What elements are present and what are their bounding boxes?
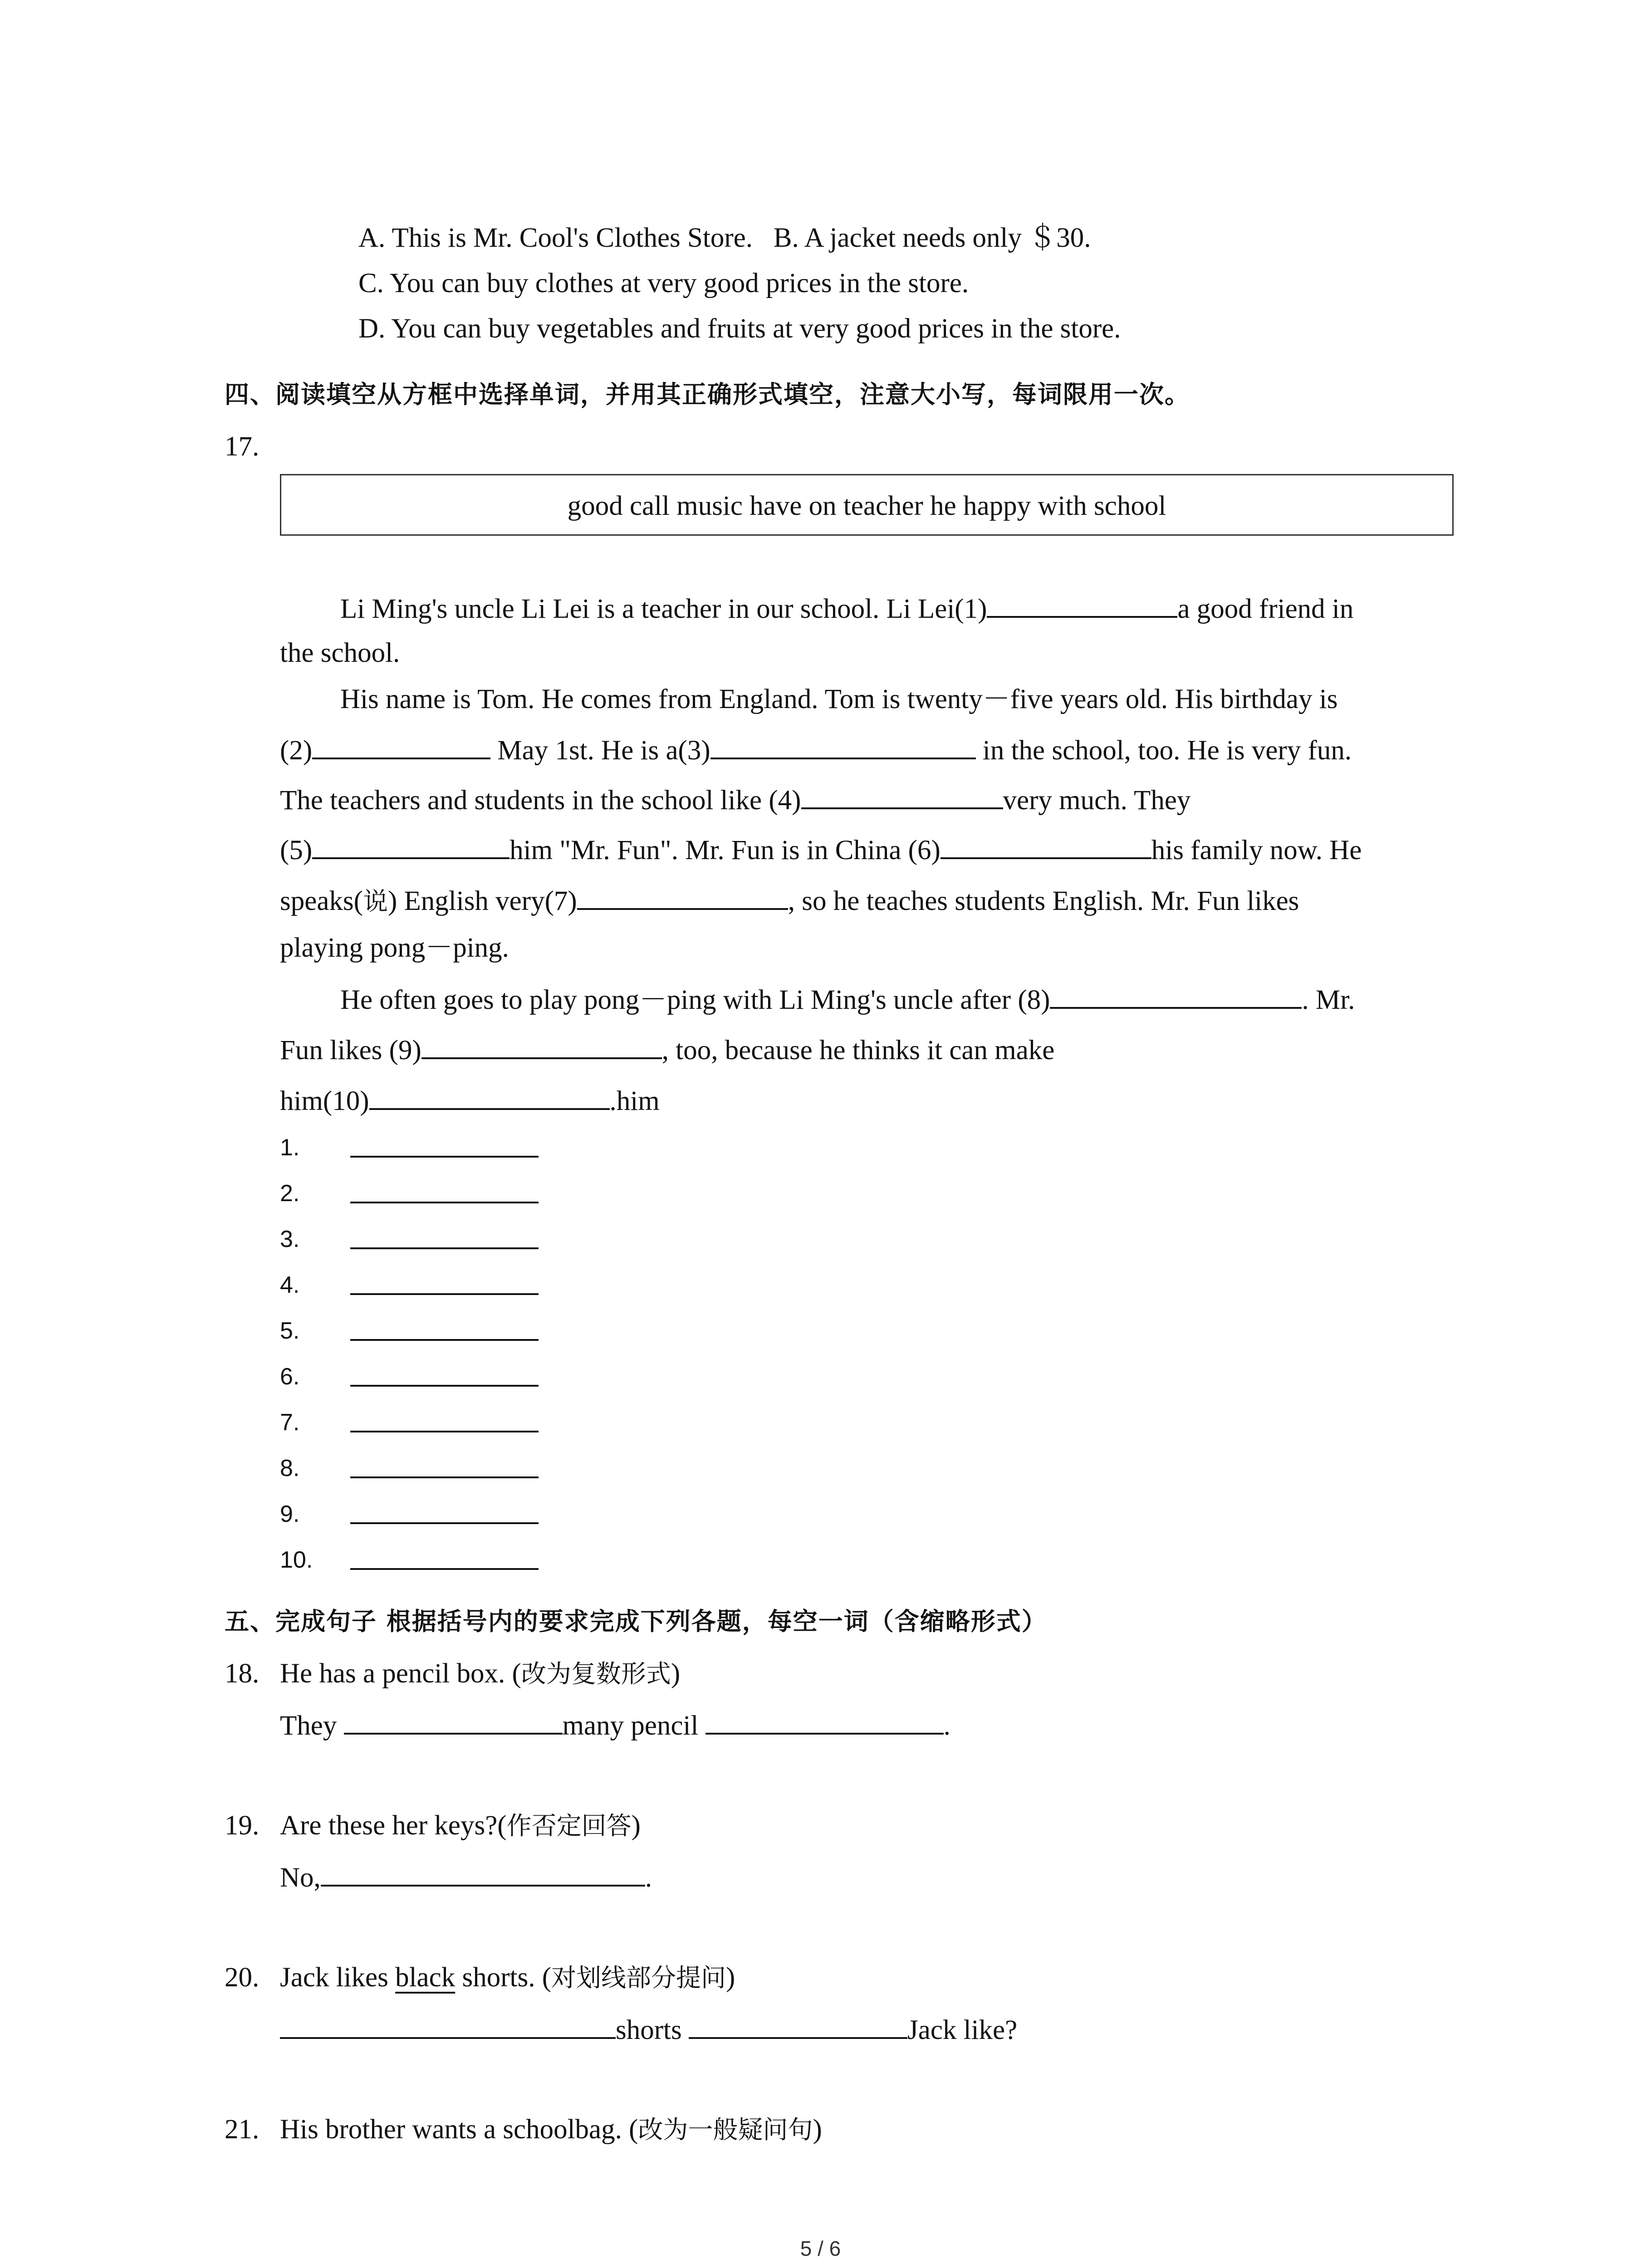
- passage-line-8: playing pong－ping.: [280, 933, 509, 963]
- answer-line-5[interactable]: [350, 1339, 539, 1341]
- section-5-heading: 五、完成句子 根据括号内的要求完成下列各题，每空一词（含缩略形式）: [225, 1607, 1047, 1636]
- answer-row-9: 9.: [280, 1496, 350, 1532]
- question-18-answer: They many pencil .: [280, 1706, 950, 1744]
- passage-line-10: Fun likes (9) , too, because he thinks it can make: [280, 1031, 1054, 1069]
- blank-5[interactable]: [312, 831, 509, 859]
- option-c: C. You can buy clothes at very good prices in the store.: [358, 268, 969, 298]
- q20-blank-1[interactable]: [280, 2011, 616, 2039]
- blank-3[interactable]: [710, 731, 976, 759]
- answer-row-5: 5.: [280, 1313, 350, 1349]
- question-18: 18. He has a pencil box. (改为复数形式): [225, 1658, 681, 1689]
- answer-line-4[interactable]: [350, 1293, 539, 1295]
- blank-1[interactable]: [987, 590, 1177, 618]
- question-20-answer: shorts Jack like?: [280, 2011, 1017, 2048]
- question-19: 19. Are these her keys?(作否定回答): [225, 1810, 641, 1841]
- word-box: good call music have on teacher he happy with school: [280, 474, 1454, 536]
- answer-row-4: 4.: [280, 1267, 350, 1303]
- answer-line-8[interactable]: [350, 1476, 539, 1478]
- q18-blank-2[interactable]: [705, 1706, 944, 1735]
- passage-line-7: speaks(说) English very(7) , so he teaches students English. Mr. Fun likes: [280, 882, 1299, 919]
- passage-line-11: him(10) .him: [280, 1082, 660, 1119]
- answer-row-1: 1.: [280, 1129, 350, 1166]
- answer-line-10[interactable]: [350, 1568, 539, 1570]
- q18-blank-1[interactable]: [344, 1706, 563, 1735]
- option-a: A. This is Mr. Cool's Clothes Store.: [358, 223, 753, 253]
- answer-row-3: 3.: [280, 1221, 350, 1257]
- answer-line-9[interactable]: [350, 1522, 539, 1524]
- answer-row-7: 7.: [280, 1404, 350, 1441]
- answer-line-1[interactable]: [350, 1156, 539, 1158]
- answer-row-2: 2.: [280, 1175, 350, 1212]
- blank-8[interactable]: [1050, 981, 1302, 1009]
- blank-6[interactable]: [941, 831, 1151, 859]
- passage-line-1: Li Ming's uncle Li Lei is a teacher in our school. Li Lei(1) a good friend in: [340, 590, 1353, 627]
- passage-line-9: He often goes to play pong－ping with Li Ming's uncle after (8) . Mr.: [340, 981, 1355, 1018]
- blank-4[interactable]: [801, 781, 1003, 809]
- answer-row-10: 10.: [280, 1542, 350, 1578]
- blank-9[interactable]: [421, 1031, 662, 1059]
- question-17-number: 17.: [225, 431, 260, 462]
- answer-line-3[interactable]: [350, 1247, 539, 1249]
- option-a-b: [358, 220, 1091, 256]
- section-4-heading: 四、阅读填空从方框中选择单词，并用其正确形式填空，注意大小写，每词限用一次。: [225, 380, 1190, 409]
- answer-line-6[interactable]: [350, 1385, 539, 1387]
- passage-line-5: The teachers and students in the school like (4) very much. They: [280, 781, 1190, 819]
- answer-line-2[interactable]: [350, 1202, 539, 1203]
- answer-row-6: 6.: [280, 1359, 350, 1395]
- underlined-word: black: [395, 1962, 456, 1993]
- blank-2[interactable]: [312, 731, 490, 759]
- page-number: 5 / 6: [800, 2237, 841, 2260]
- passage-line-2: the school.: [280, 638, 400, 668]
- question-21: 21. His brother wants a schoolbag. (改为一般疑问句): [225, 2114, 822, 2145]
- passage-line-4: (2) May 1st. He is a(3) in the school, too. He is very fun.: [280, 731, 1352, 769]
- option-b: B. A jacket needs only ＄30.: [773, 223, 1091, 253]
- q19-blank[interactable]: [321, 1858, 645, 1887]
- question-19-answer: No, .: [280, 1858, 652, 1896]
- blank-7[interactable]: [577, 882, 788, 910]
- answer-row-8: 8.: [280, 1450, 350, 1486]
- option-d: D. You can buy vegetables and fruits at very good prices in the store.: [358, 313, 1121, 344]
- passage-line-3: His name is Tom. He comes from England. Tom is twenty－five years old. His birthday is: [340, 684, 1338, 714]
- passage-line-6: (5) him "Mr. Fun". Mr. Fun is in China (6) his family now. He: [280, 831, 1362, 869]
- q20-blank-2[interactable]: [689, 2011, 907, 2039]
- question-20: 20. Jack likes black shorts. (对划线部分提问): [225, 1962, 735, 1993]
- blank-10[interactable]: [369, 1082, 610, 1110]
- answer-line-7[interactable]: [350, 1431, 539, 1432]
